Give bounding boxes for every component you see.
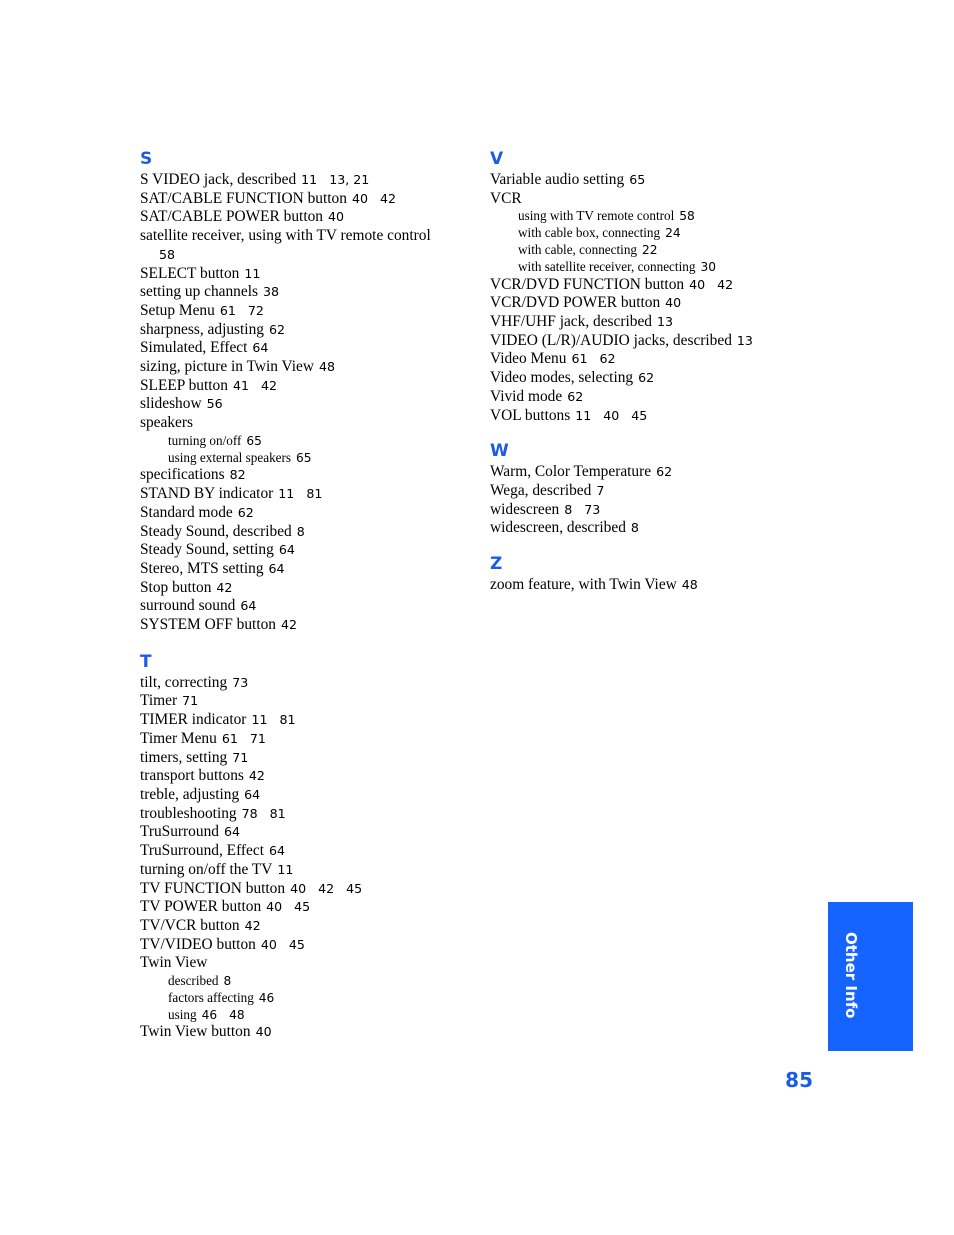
- page-ref: 42: [248, 768, 265, 784]
- index-entry: [140, 523, 480, 542]
- index-entry: [140, 171, 480, 190]
- index-entry: [140, 283, 480, 302]
- entry-text: Video Menu: [490, 350, 567, 368]
- page-ref: 78: [241, 805, 258, 821]
- section-gap: [140, 635, 480, 651]
- page-ref: 81: [279, 712, 296, 728]
- page-ref: 62: [237, 504, 254, 520]
- entry-text: VCR/DVD POWER button: [490, 294, 661, 312]
- entry-text: using with TV remote control: [518, 208, 675, 224]
- page-ref: 40: [689, 276, 706, 292]
- entry-text: SYSTEM OFF button: [140, 616, 276, 634]
- index-section-z: [490, 553, 850, 595]
- index-entry: [140, 321, 480, 340]
- page-ref: 73: [232, 674, 249, 690]
- index-entry: [490, 350, 850, 369]
- entry-text: VCR: [490, 189, 522, 207]
- index-subentry: [490, 225, 850, 242]
- entry-text: with satellite receiver, connecting: [518, 258, 696, 274]
- entry-text: VCR/DVD FUNCTION button: [490, 275, 685, 293]
- page-ref: 64: [244, 786, 261, 802]
- entry-text: slideshow: [140, 395, 202, 413]
- page-ref: 30: [700, 259, 716, 274]
- page-ref: 42: [260, 377, 277, 393]
- page-ref: 81: [269, 805, 286, 821]
- page-ref: 21: [353, 172, 370, 187]
- index-entry: [140, 730, 480, 749]
- page-ref: 42: [379, 190, 396, 206]
- page-ref: 40: [603, 407, 620, 423]
- index-entry: [140, 302, 480, 321]
- page-ref: 56: [206, 396, 223, 412]
- index-entry: [140, 823, 480, 842]
- entry-text: troubleshooting: [140, 804, 237, 822]
- index-subentry: [140, 1007, 480, 1024]
- page-ref: 64: [240, 598, 257, 614]
- index-entry: [490, 369, 850, 388]
- index-entry: [490, 576, 850, 595]
- page-ref: 11: [251, 712, 268, 728]
- section-letter: S: [140, 149, 153, 169]
- page-ref: 13: [736, 332, 753, 348]
- entry-text: TIMER indicator: [140, 711, 247, 729]
- page-ref: 40: [266, 899, 283, 915]
- entry-text: widescreen, described: [490, 519, 626, 537]
- entry-text: Wega, described: [490, 481, 592, 499]
- entry-text: TV/VCR button: [140, 916, 240, 934]
- entry-text: TV FUNCTION button: [140, 879, 286, 897]
- section-gap: [490, 538, 850, 553]
- index-section-v: [490, 148, 850, 425]
- index-entry: [140, 560, 480, 579]
- page-ref: 11: [575, 407, 592, 423]
- page-ref: 42: [216, 579, 233, 595]
- index-entry: [140, 917, 480, 936]
- index-section-w: [490, 440, 850, 538]
- entry-text: Stop button: [140, 578, 212, 596]
- index-entry: [140, 190, 480, 209]
- entry-text: widescreen: [490, 500, 560, 518]
- section-letter: W: [490, 441, 509, 462]
- index-column-left: [140, 148, 480, 1042]
- index-entry: [140, 674, 480, 693]
- page-ref: 65: [246, 433, 262, 448]
- page-ref: 24: [665, 226, 681, 241]
- page-ref: 46: [258, 990, 275, 1005]
- page-ref: 7: [596, 482, 605, 498]
- page-ref: 40: [351, 190, 368, 206]
- entry-text: Variable audio setting: [490, 171, 625, 188]
- index-entry: [140, 711, 480, 730]
- index-entry: [140, 377, 480, 396]
- page-ref: 11: [278, 486, 295, 502]
- index-entry: [490, 276, 850, 295]
- index-entry: [490, 332, 850, 351]
- side-tab-label: Other Info: [842, 932, 860, 1019]
- index-entry: [490, 388, 850, 407]
- page-ref: 48: [318, 359, 336, 375]
- index-entry: [140, 767, 480, 786]
- index-entry: [140, 265, 480, 284]
- page-ref: 62: [567, 388, 584, 404]
- entry-text: treble, adjusting: [140, 785, 240, 803]
- page-ref: 65: [629, 172, 646, 187]
- index-entry: [140, 395, 480, 414]
- entry-text: described: [168, 973, 219, 989]
- page-ref: 64: [268, 560, 285, 576]
- section-letter: V: [490, 149, 504, 169]
- page-ref: 13: [657, 314, 674, 329]
- entry-text: Video modes, selecting: [490, 369, 634, 387]
- page-ref: 42: [280, 617, 298, 633]
- entry-text: satellite receiver, using with TV remote control: [140, 227, 431, 245]
- entry-text: sizing, picture in Twin View: [140, 358, 314, 376]
- entry-text: VIDEO (L/R)/AUDIO jacks, described: [490, 331, 732, 349]
- entry-text: Steady Sound, described: [140, 522, 292, 540]
- entry-text: Standard mode: [140, 503, 233, 521]
- entry-text: SAT/CABLE POWER button: [140, 208, 323, 226]
- index-entry: [140, 414, 480, 433]
- section-gap: [490, 425, 850, 440]
- index-entry: [140, 692, 480, 711]
- index-entry: [140, 880, 480, 899]
- index-entry: [490, 171, 850, 190]
- entry-text: turning on/off: [168, 432, 242, 448]
- page-ref: 42: [244, 917, 261, 933]
- index-entry: [490, 190, 850, 209]
- entry-text: Timer Menu: [140, 729, 217, 747]
- entry-text: Stereo, MTS setting: [140, 559, 264, 577]
- index-section-s: [140, 148, 480, 635]
- page-ref: 8: [630, 520, 639, 536]
- page-ref: 45: [294, 899, 311, 915]
- page-ref: 71: [182, 693, 199, 709]
- index-entry: [140, 616, 480, 635]
- index-entry: [140, 339, 480, 358]
- index-entry: [140, 786, 480, 805]
- index-subentry: [140, 450, 480, 467]
- entry-text: using external speakers: [168, 449, 292, 465]
- entry-text: with cable, connecting: [518, 242, 638, 257]
- entry-text: Steady Sound, setting: [140, 541, 274, 559]
- page-ref: 61: [219, 302, 236, 318]
- index-subentry: [490, 208, 850, 225]
- page-ref: 82: [229, 467, 246, 483]
- section-letter: Z: [490, 554, 503, 575]
- page-ref: 62: [656, 464, 673, 480]
- index-entry: [140, 936, 480, 955]
- entry-text: STAND BY indicator: [140, 485, 274, 503]
- page-ref: 71: [249, 730, 266, 746]
- page-ref: 40: [260, 936, 277, 952]
- page-ref: 40: [290, 880, 307, 896]
- entry-text: zoom feature, with Twin View: [490, 576, 677, 594]
- entry-text: Warm, Color Temperature: [490, 463, 652, 481]
- index-subentry: [140, 433, 480, 450]
- page-ref: 72: [247, 302, 264, 318]
- index-entry: [140, 1023, 480, 1042]
- page-ref: 45: [346, 880, 363, 896]
- page-ref: 64: [268, 843, 286, 859]
- entry-text: with cable box, connecting: [518, 225, 661, 241]
- index-entry: [140, 954, 480, 973]
- index-column-right: [490, 148, 850, 595]
- index-subentry: [140, 973, 480, 990]
- page-ref: 58: [159, 246, 176, 262]
- page-ref: 58: [679, 209, 695, 224]
- entry-text: Timer: [140, 692, 178, 710]
- index-entry: [490, 463, 850, 482]
- page-ref: 22: [642, 243, 658, 257]
- page-ref: 8: [296, 523, 305, 539]
- index-entry: [490, 519, 850, 538]
- page-ref: 64: [252, 340, 269, 356]
- index-entry: [140, 466, 480, 485]
- index-entry: [490, 313, 850, 332]
- index-subentry: [490, 242, 850, 259]
- index-entry: [140, 749, 480, 768]
- page-ref: 62: [599, 351, 616, 367]
- index-entry: [140, 842, 480, 861]
- page-ref: 42: [318, 880, 335, 896]
- index-entry: [140, 805, 480, 824]
- section-letter: T: [140, 651, 152, 672]
- page-ref: 11: [277, 861, 294, 877]
- entry-text: sharpness, adjusting: [140, 320, 264, 338]
- entry-text: SELECT button: [140, 264, 240, 282]
- entry-text: speakers: [140, 414, 193, 432]
- page-ref: 73: [584, 501, 601, 517]
- entry-text: Vivid mode: [490, 387, 563, 405]
- entry-text: VOL buttons: [490, 406, 571, 424]
- page-ref: 48: [229, 1007, 245, 1022]
- section-side-tab: [828, 902, 913, 1051]
- entry-text: timers, setting: [140, 748, 228, 766]
- page-ref: 48: [681, 577, 698, 593]
- entry-text: TruSurround: [140, 823, 219, 841]
- entry-text: Twin View button: [140, 1023, 251, 1041]
- page-ref: 64: [223, 824, 240, 840]
- entry-text: specifications: [140, 466, 225, 484]
- entry-text: SLEEP button: [140, 376, 228, 394]
- index-entry: [140, 541, 480, 560]
- index-entry: [490, 407, 850, 426]
- entry-text: TV/VIDEO button: [140, 935, 256, 953]
- index-section-t: [140, 651, 480, 1042]
- index-entry: [490, 501, 850, 520]
- index-entry: [140, 227, 480, 264]
- index-entry: [490, 482, 850, 501]
- page-ref: 40: [328, 209, 345, 225]
- page-ref: 45: [288, 936, 305, 952]
- index-subentry: [490, 259, 850, 276]
- page-ref: 40: [255, 1024, 272, 1040]
- index-entry: [140, 485, 480, 504]
- entry-text: using: [168, 1006, 197, 1022]
- page-ref: 42: [717, 276, 734, 292]
- page-ref: 62: [268, 321, 285, 337]
- entry-text: TruSurround, Effect: [140, 842, 264, 860]
- page-ref: 62: [638, 370, 655, 386]
- page-ref: 11: [301, 172, 318, 187]
- entry-text: TV POWER button: [140, 898, 262, 916]
- index-entry: [140, 208, 480, 227]
- page-ref: 64: [278, 542, 295, 558]
- index-subentry: [140, 990, 480, 1007]
- page-ref: 41: [232, 377, 249, 393]
- entry-text: transport buttons: [140, 767, 244, 785]
- entry-text: Setup Menu: [140, 301, 215, 319]
- page-ref: 81: [306, 486, 323, 502]
- page-ref: 38: [262, 284, 280, 300]
- page-ref: 46: [201, 1007, 218, 1022]
- index-entry: [140, 597, 480, 616]
- entry-text: S VIDEO jack, described: [140, 171, 297, 188]
- page-ref: 11: [244, 265, 261, 281]
- entry-text: factors affecting: [168, 989, 254, 1005]
- entry-text: SAT/CABLE FUNCTION button: [140, 189, 347, 207]
- index-entry: [140, 898, 480, 917]
- entry-text: Simulated, Effect: [140, 339, 248, 357]
- page-ref: 71: [232, 749, 249, 765]
- index-entry: [140, 579, 480, 598]
- page-ref: 61: [571, 351, 588, 367]
- index-entry: [490, 294, 850, 313]
- entry-text: surround sound: [140, 597, 236, 615]
- page-ref: 65: [296, 450, 312, 465]
- entry-text: turning on/off the TV: [140, 860, 273, 878]
- page-number: 85: [785, 1068, 813, 1092]
- index-entry: [140, 504, 480, 523]
- page-ref: 13,: [329, 172, 350, 187]
- page-ref: 8: [564, 501, 573, 517]
- index-entry: [140, 358, 480, 377]
- entry-text: Twin View: [140, 954, 208, 972]
- index-entry: [140, 861, 480, 880]
- page-ref: 45: [631, 407, 648, 423]
- page-ref: 40: [665, 295, 682, 311]
- entry-text: setting up channels: [140, 283, 258, 301]
- page-ref: 61: [221, 730, 238, 746]
- entry-text: VHF/UHF jack, described: [490, 313, 652, 330]
- entry-text: tilt, correcting: [140, 673, 228, 691]
- page-ref: 8: [223, 974, 232, 989]
